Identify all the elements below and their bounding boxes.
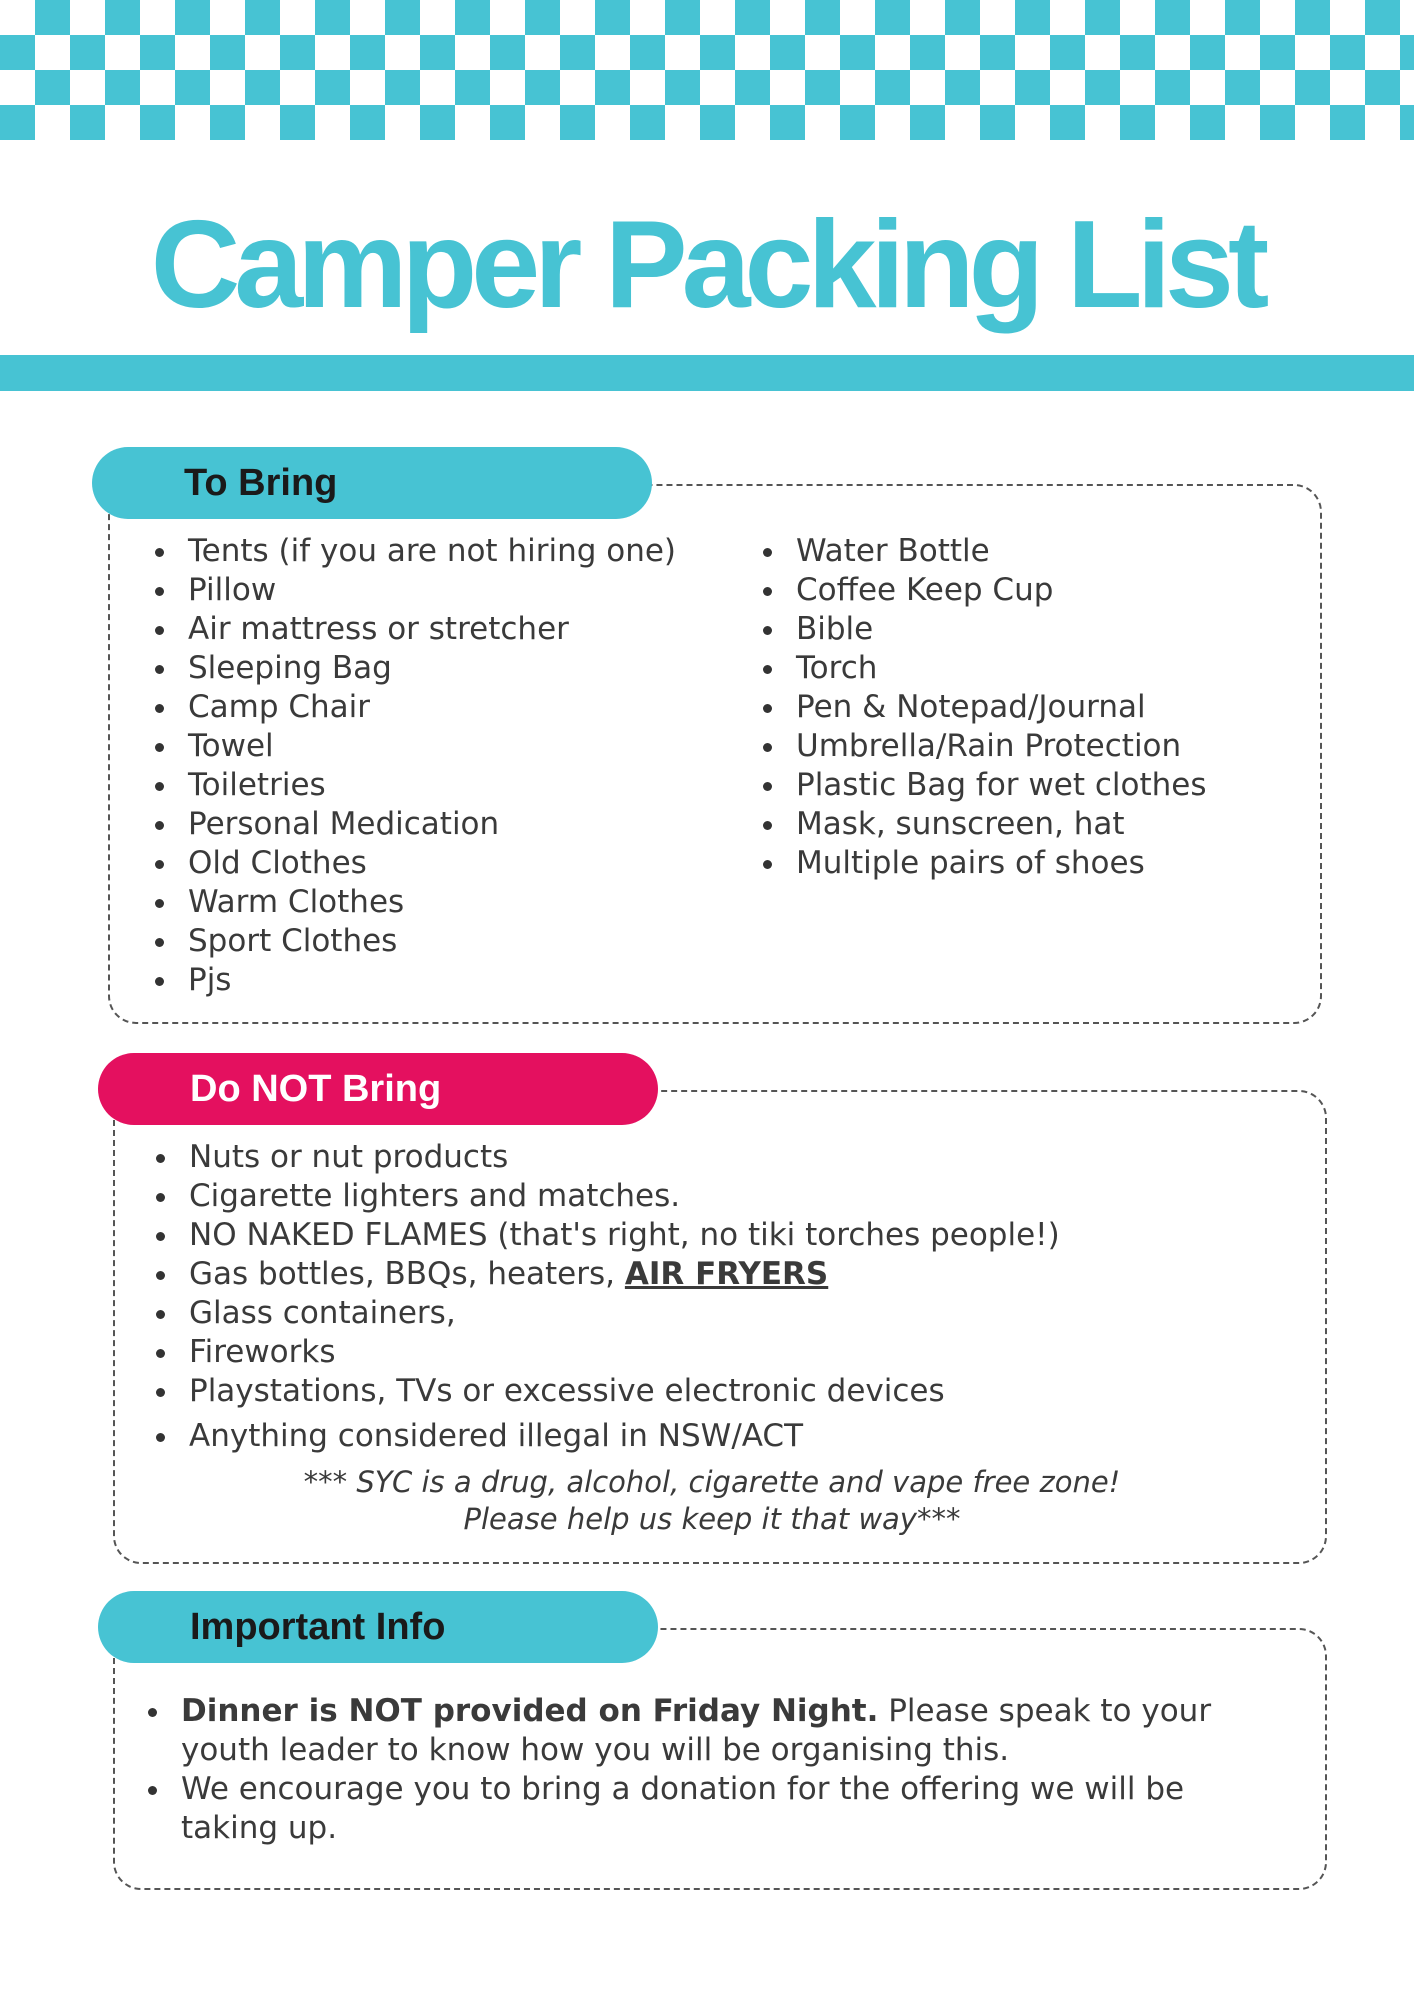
dinner-notice-text: Please speak to your youth leader to know how you will be organising this. — [181, 1693, 1221, 1768]
list-item: Tents (if you are not hiring one) — [150, 532, 676, 571]
to-bring-heading: To Bring — [92, 447, 652, 519]
list-item: NO NAKED FLAMES (that's right, no tiki torches people!) — [151, 1216, 1060, 1255]
dinner-notice-bold: Dinner is NOT provided on Friday Night. — [181, 1693, 879, 1729]
list-item: Playstations, TVs or excessive electronic devices — [151, 1372, 1060, 1411]
list-item: Cigarette lighters and matches. — [151, 1177, 1060, 1216]
important-info-list — [143, 1692, 1221, 1848]
policy-note-line-2: Please help us keep it that way*** — [463, 1502, 961, 1536]
list-item: Old Clothes — [150, 844, 676, 883]
list-item: Bible — [758, 610, 1206, 649]
list-item: Towel — [150, 727, 676, 766]
list-item: Glass containers, — [151, 1294, 1060, 1333]
list-item: Toiletries — [150, 766, 676, 805]
list-item: Warm Clothes — [150, 883, 676, 922]
list-item: We encourage you to bring a donation for the offering we will be taking up. — [143, 1770, 1213, 1848]
list-item: Sleeping Bag — [150, 649, 676, 688]
list-item: Personal Medication — [150, 805, 676, 844]
list-item: Multiple pairs of shoes — [758, 844, 1206, 883]
title-underline-bar — [0, 355, 1414, 391]
list-item — [143, 1692, 1221, 1770]
list-item: Water Bottle — [758, 532, 1206, 571]
list-item: Air mattress or stretcher — [150, 610, 676, 649]
list-item: Sport Clothes — [150, 922, 676, 961]
list-item-text: Gas bottles, BBQs, heaters, — [189, 1256, 625, 1292]
list-item: Nuts or nut products — [151, 1138, 1060, 1177]
list-item: Pen & Notepad/Journal — [758, 688, 1206, 727]
do-not-bring-heading: Do NOT Bring — [98, 1053, 658, 1125]
list-item: Torch — [758, 649, 1206, 688]
list-item: Mask, sunscreen, hat — [758, 805, 1206, 844]
list-item: Coffee Keep Cup — [758, 571, 1206, 610]
page-title: Camper Packing List — [150, 196, 1264, 334]
list-item: Camp Chair — [150, 688, 676, 727]
list-item: Plastic Bag for wet clothes — [758, 766, 1206, 805]
checkered-banner — [0, 0, 1414, 140]
to-bring-list-right — [758, 532, 1206, 883]
list-item: Anything considered illegal in NSW/ACT — [151, 1417, 1060, 1456]
list-item: Pillow — [150, 571, 676, 610]
do-not-bring-list — [151, 1138, 1060, 1456]
policy-note-line-1: *** SYC is a drug, alcohol, cigarette and vape free zone! — [303, 1465, 1121, 1499]
list-item: Umbrella/Rain Protection — [758, 727, 1206, 766]
list-item: Fireworks — [151, 1333, 1060, 1372]
important-info-heading: Important Info — [98, 1591, 658, 1663]
list-item: Pjs — [150, 961, 676, 1000]
air-fryers-emphasis: AIR FRYERS — [624, 1256, 829, 1292]
to-bring-list-left — [150, 532, 676, 1000]
list-item — [151, 1255, 1060, 1294]
